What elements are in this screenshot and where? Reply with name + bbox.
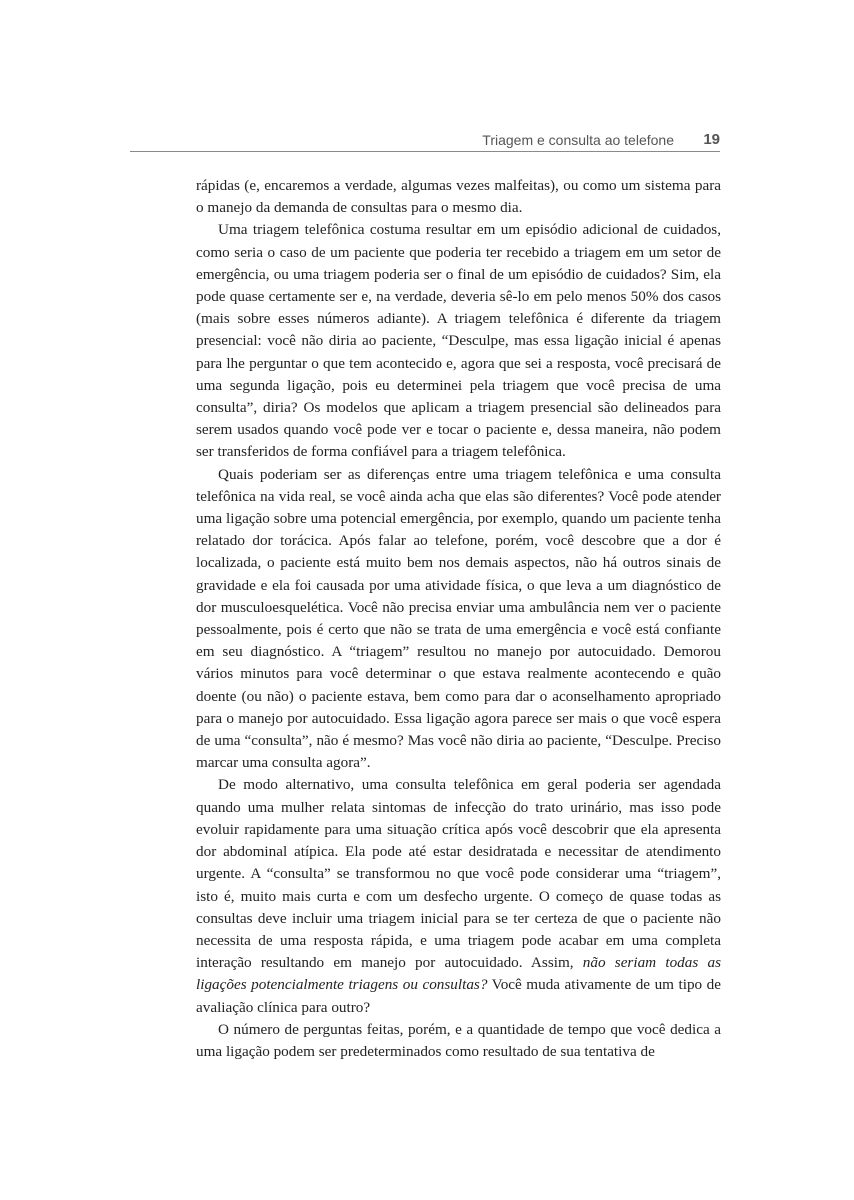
paragraph-5: O número de perguntas feitas, porém, e a quantidade de tempo que você dedica a uma ligação podem ser predeterminados como resultado de sua tentativa de bbox=[196, 1020, 721, 1060]
page-number: 19 bbox=[703, 131, 720, 148]
paragraph-4 bbox=[196, 774, 721, 1018]
paragraph-2: Uma triagem telefônica costuma resultar em um episódio adicional de cuidados, como seria o caso de um paciente que poderia ter recebido a triagem em um setor de emergência, ou uma triagem poderia ser o final de um episódio de cuidados? Sim, ela pode quase certamente ser e, na verdade, deveria sê-lo em pelo menos 50% dos casos (mais sobre esses números adiante). A triagem telefônica é diferente da triagem presencial: você não diria ao paciente, “Desculpe, mas essa ligação inicial é apenas para lhe perguntar o que tem acontecido e, agora que sei a resposta, você precisará de uma segunda ligação, pois eu determinei pela triagem que você precisa de uma consulta”, diria? Os modelos que aplicam a triagem presencial são delineados para serem usados quando você pode ver e tocar o paciente e, dessa maneira, não podem ser transferidos de forma confiável para a triagem telefônica. bbox=[196, 221, 721, 461]
paragraph-4-text-after: Você muda ativamente de um tipo de avaliação clínica para outro? bbox=[196, 976, 721, 1016]
running-title: Triagem e consulta ao telefone bbox=[482, 132, 674, 148]
paragraph-4-italic-question: não seriam todas as ligações potencialmente triagens ou consultas? bbox=[196, 954, 721, 994]
running-header bbox=[130, 131, 720, 152]
paragraph-4-text-before: De modo alternativo, uma consulta telefônica em geral poderia ser agendada quando uma mulher relata sintomas de infecção do trato urinário, mas isso pode evoluir rapidamente para uma situação crítica após você descobrir que ela apresenta dor abdominal atípica. Ela pode até estar desidratada e necessitar de atendimento urgente. A “consulta” se transformou no que você pode considerar uma “triagem”, isto é, muito mais curta e com um desfecho urgente. O começo de quase todas as consultas deve incluir uma triagem inicial para se ter certeza de que o paciente não necessita de uma resposta rápida, e uma triagem pode acabar em uma completa interação resultando em manejo por autocuidado. Assim, bbox=[196, 776, 721, 972]
paragraph-3: Quais poderiam ser as diferenças entre uma triagem telefônica e uma consulta telefônica na vida real, se você ainda acha que elas são diferentes? Você pode atender uma ligação sobre uma potencial emergência, por exemplo, quando um paciente tenha relatado dor torácica. Após falar ao telefone, porém, você descobre que a dor é localizada, o paciente está muito bem nos demais aspectos, não há outros sinais de gravidade e ela foi causada por uma atividade física, o que leva a um diagnóstico de dor musculoesquelética. Você não precisa enviar uma ambulância nem ver o paciente pessoalmente, pois é certo que não se trata de uma emergência e você está confiante em seu diagnóstico. A “triagem” resultou no manejo por autocuidado. Demorou vários minutos para você determinar o que estava realmente acontecendo e quão doente (ou não) o paciente estava, bem como para dar o aconselhamento apropriado para o manejo por autocuidado. Essa ligação agora parece ser mais o que você espera de uma “consulta”, não é mesmo? Mas você não diria ao paciente, “Desculpe. Preciso marcar uma consulta agora”. bbox=[196, 465, 721, 772]
body-text bbox=[196, 175, 721, 1063]
paragraph-1: rápidas (e, encaremos a verdade, algumas vezes malfeitas), ou como um sistema para o manejo da demanda de consultas para o mesmo dia. bbox=[196, 177, 721, 217]
